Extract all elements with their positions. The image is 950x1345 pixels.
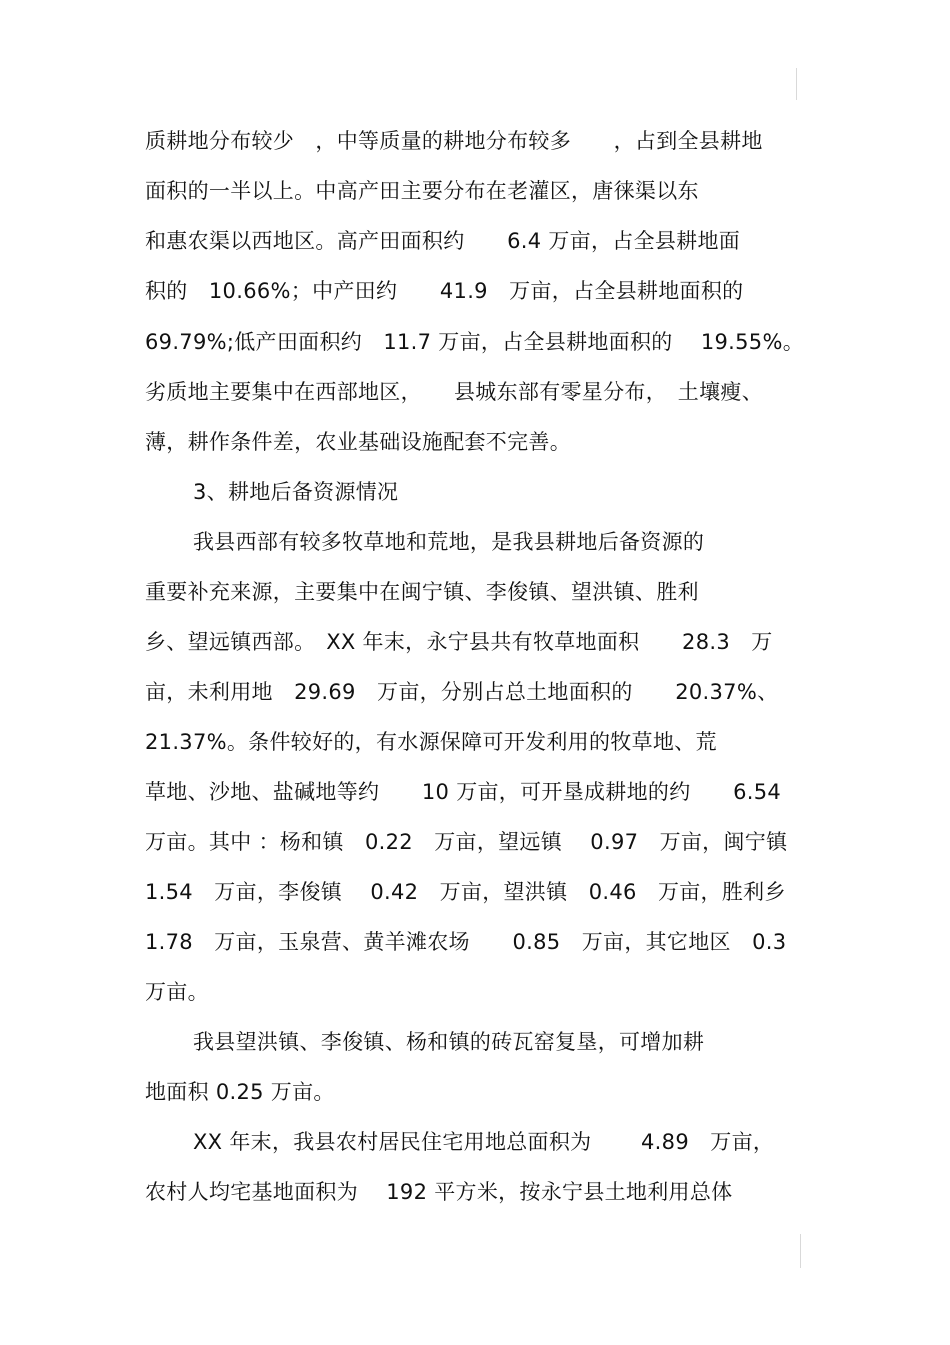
text-line: 亩，未利用地 29.69 万亩，分别占总土地面积的 20.37%、 xyxy=(145,680,779,704)
text-line: 21.37%。条件较好的，有水源保障可开发利用的牧草地、荒 xyxy=(145,730,717,754)
text-line: 草地、沙地、盐碱地等约 10 万亩，可开垦成耕地的约 6.54 xyxy=(145,780,782,804)
text-line: 我县西部有较多牧草地和荒地，是我县耕地后备资源的 xyxy=(193,530,705,554)
text-line: 和惠农渠以西地区。高产田面积约 6.4 万亩，占全县耕地面 xyxy=(145,229,741,253)
text-line: 劣质地主要集中在西部地区， 县城东部有零星分布， 土壤瘦、 xyxy=(145,380,763,404)
text-line: 农村人均宅基地面积为 192 平方米，按永宁县土地利用总体 xyxy=(145,1180,733,1204)
text-line: 地面积 0.25 万亩。 xyxy=(145,1080,335,1104)
section-heading: 3、耕地后备资源情况 xyxy=(193,480,399,504)
text-line: XX 年末，我县农村居民住宅用地总面积为 4.89 万亩， xyxy=(193,1130,775,1154)
text-line: 万亩。 xyxy=(145,980,209,1004)
text-line: 薄，耕作条件差，农业基础设施配套不完善。 xyxy=(145,430,571,454)
text-line: 1.78 万亩，玉泉营、黄羊滩农场 0.85 万亩，其它地区 0.3 xyxy=(145,930,787,954)
bottom-right-margin-mark xyxy=(800,1234,801,1268)
text-line: 重要补充来源，主要集中在闽宁镇、李俊镇、望洪镇、胜利 xyxy=(145,580,699,604)
text-line: 积的 10.66%；中产田约 41.9 万亩，占全县耕地面积的 xyxy=(145,279,744,303)
text-line: 69.79%;低产田面积约 11.7 万亩，占全县耕地面积的 19.55%。 xyxy=(145,330,805,354)
text-line: 乡、望远镇西部。 XX 年末，永宁县共有牧草地面积 28.3 万 xyxy=(145,630,773,654)
text-line: 1.54 万亩，李俊镇 0.42 万亩，望洪镇 0.46 万亩，胜利乡 xyxy=(145,880,786,904)
text-line: 面积的一半以上。中高产田主要分布在老灌区，唐徕渠以东 xyxy=(145,179,699,203)
text-line: 质耕地分布较少 ，中等质量的耕地分布较多 ，占到全县耕地 xyxy=(145,129,763,153)
top-right-margin-mark xyxy=(796,68,797,100)
text-line: 我县望洪镇、李俊镇、杨和镇的砖瓦窑复垦，可增加耕 xyxy=(193,1030,705,1054)
text-line: 万亩。其中 ：杨和镇 0.22 万亩，望远镇 0.97 万亩，闽宁镇 xyxy=(145,830,788,854)
